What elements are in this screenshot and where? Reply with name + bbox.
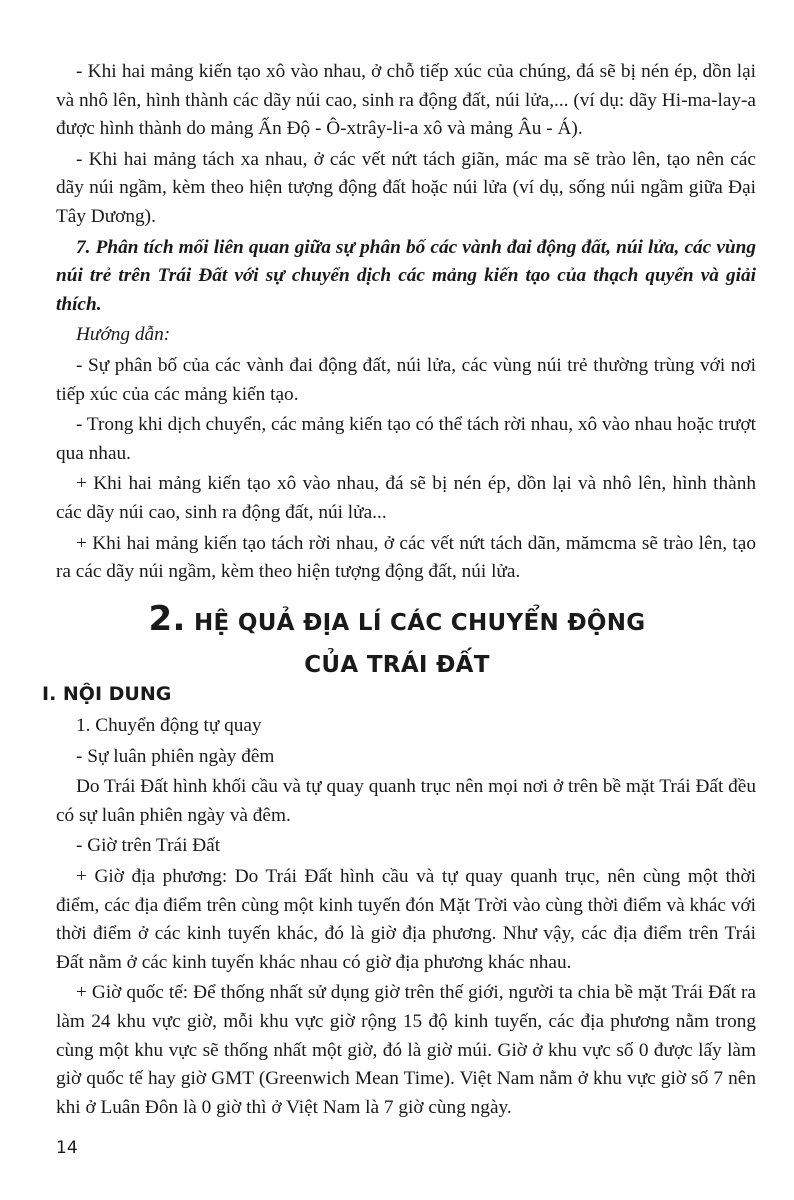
chapter-title-text-1: HỆ QUẢ ĐỊA LÍ CÁC CHUYỂN ĐỘNG — [193, 610, 646, 636]
paragraph-local-time: + Giờ địa phương: Do Trái Đất hình cầu và tự quay quanh trục, nên cùng một thời điểm, các địa điểm trên cùng một kinh tuyến đón Mặt Trời vào cùng thời điểm và khác với thời điểm ở các kinh tuyến khác, đó là giờ địa phương. Như vậy, các địa điểm trên Trái Đất nằm ở các kinh tuyến khác nhau có giờ địa phương khác nhau. — [56, 865, 756, 973]
paragraph-international-time: + Giờ quốc tế: Để thống nhất sử dụng giờ trên thế giới, người ta chia bề mặt Trái Đất ra làm 24 khu vực giờ, mỗi khu vực giờ rộng 15 độ kinh tuyến, các địa phương nằm trong cùng một khu vực sẽ thống nhất một giờ, đó là giờ múi. Giờ ở khu vực số 0 được lấy làm giờ quốc tế hay giờ GMT (Greenwich Mean Time). Việt Nam nằm ở khu vực giờ số 7 nên khi ở Luân Đôn là 0 giờ thì ở Việt Nam là 7 giờ cùng ngày. — [56, 982, 756, 1118]
upper-text-block — [56, 58, 756, 589]
section-heading: I. NỘI DUNG — [42, 683, 172, 705]
question-7: 7. Phân tích mối liên quan giữa sự phân bố các vành đai động đất, núi lửa, các vùng núi trẻ trên Trái Đất với sự chuyển dịch các mảng kiến tạo của thạch quyển và giải thích. — [56, 236, 756, 315]
subheading-time: - Giờ trên Trái Đất — [76, 835, 221, 857]
chapter-title — [0, 598, 794, 686]
paragraph-day-night: Do Trái Đất hình khối cầu và tự quay quanh trục nên mọi nơi ở trên bề mặt Trái Đất đều có sự luân phiên ngày và đêm. — [56, 776, 756, 826]
lower-text-block — [56, 712, 756, 1124]
chapter-number: 2. — [148, 599, 186, 639]
subheading-rotation: 1. Chuyển động tự quay — [76, 715, 262, 736]
paragraph-plates-separate: - Khi hai mảng tách xa nhau, ở các vết nứt tách giãn, mác ma sẽ trào lên, tạo nên các dãy núi ngầm, kèm theo hiện tượng động đất hoặc núi lửa (ví dụ, sống núi ngầm giữa Đại Tây Dương). — [56, 148, 756, 227]
chapter-title-line-1 — [0, 598, 794, 644]
subheading-day-night: - Sự luân phiên ngày đêm — [76, 745, 275, 767]
guide-paragraph-1: - Sự phân bố của các vành đai động đất, núi lửa, các vùng núi trẻ thường trùng với nơi tiếp xúc của các mảng kiến tạo. — [56, 354, 756, 405]
guide-label: Hướng dẫn: — [76, 324, 171, 346]
guide-paragraph-4: + Khi hai mảng kiến tạo tách rời nhau, ở các vết nứt tách dãn, mămcma sẽ trào lên, tạo ra các dãy núi ngầm, kèm theo hiện tượng động đất, núi lửa. — [56, 532, 756, 583]
guide-paragraph-2: - Trong khi dịch chuyển, các mảng kiến tạo có thể tách rời nhau, xô vào nhau hoặc trượt qua nhau. — [56, 414, 756, 464]
guide-paragraph-3: + Khi hai mảng kiến tạo xô vào nhau, đá sẽ bị nén ép, dồn lại và nhô lên, hình thành các dãy núi cao, sinh ra động đất, núi lửa... — [56, 473, 756, 523]
paragraph-plates-collide: - Khi hai mảng kiến tạo xô vào nhau, ở chỗ tiếp xúc của chúng, đá sẽ bị nén ép, dồn lại và nhô lên, hình thành các dãy núi cao, sinh ra động đất, núi lửa,... (ví dụ: dãy Hi-ma-lay-a được hình thành do mảng Ấn Độ - Ô-xtrây-li-a xô và mảng Âu - Á). — [56, 61, 756, 140]
page-number: 14 — [56, 1138, 78, 1158]
chapter-title-line-2: CỦA TRÁI ĐẤT — [304, 652, 490, 678]
